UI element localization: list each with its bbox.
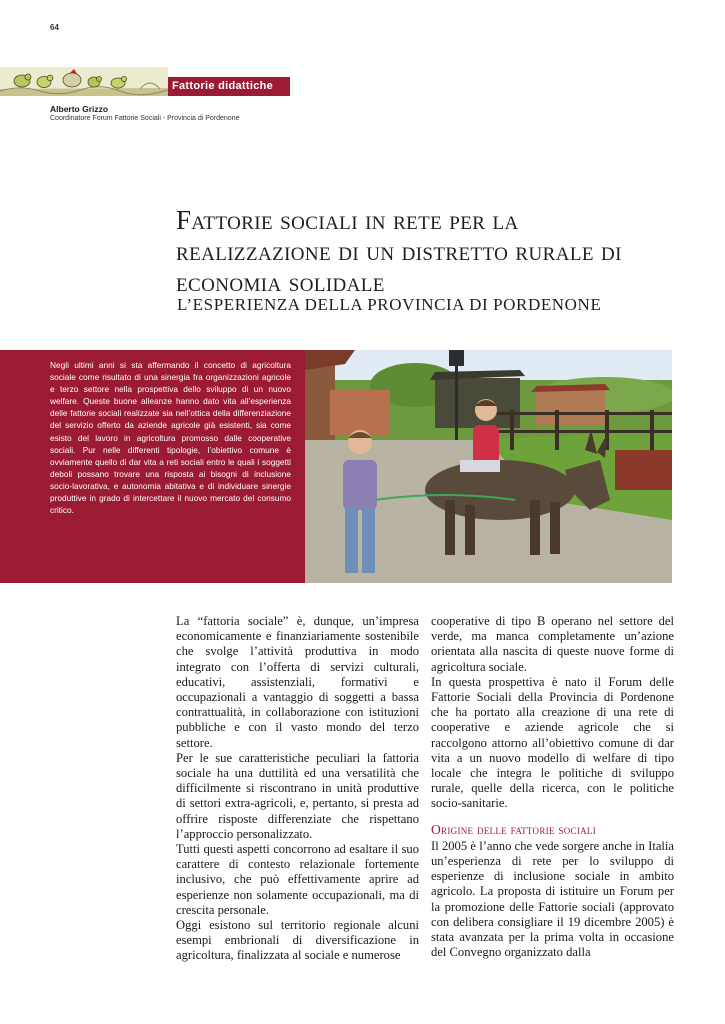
farm-illustration-icon — [0, 67, 168, 96]
body-paragraph: Il 2005 è l’anno che vede sorgere anche in Italia un’esperienza di rete per lo sviluppo di esperienze di inclusione sociale in ambito agricolo. La proposta di istituire un Forum per la promozione delle Fattorie sociali (approvato con delibera consigliare il 19 dicembre 2005) è stata avanzata per la prima volta in occasione del Convegno organizzato dalla — [431, 838, 674, 960]
banner-illustration — [0, 67, 168, 96]
author-role: Coordinatore Forum Fattorie Sociali - Provincia di Pordenone — [50, 115, 240, 122]
article-title: Fattorie sociali in rete per la realizzazione di un distretto rurale di economia solidale — [176, 205, 622, 297]
left-column — [176, 614, 419, 964]
body-paragraph: La “fattoria sociale” è, dunque, un’impresa economicamente e finanziariamente sostenibile che svolge l’attività produttiva in modo integrato con l’offerta di servizi culturali, educativi, assistenziali, formativi e occupazionali a vantaggio di soggetti a bassa contrattualità, in collaborazione con istituzioni pubbliche e con il vasto mondo del terzo settore. — [176, 614, 419, 750]
intro-text: Negli ultimi anni si sta affermando il concetto di agricoltura sociale come risultato di una sinergia fra organizzazioni agricole e terzo settore nella prospettiva dello sviluppo di un nuovo welfare. Queste buone alleanze hanno dato vita all’esperienza delle fattorie sociali realizzate sia nell’ottica della differenziazione del servizio offerto da aziende agricole già esistenti, sia come esisto del lavoro in agricoltura promosso dalle cooperative sociali. Pur nelle differenti tipologie, l’obiettivo comune è ovviamente quello di dar vita a reti sociali entro le quali i soggetti deboli possano trovare una risposta ai bisogni di inclusione socio-lavorativa, e autonomia abitativa e di individuare sinergie produttive in grado di intercettare il nuovo mercato del consumo critico. — [50, 360, 291, 516]
body-paragraph: In questa prospettiva è nato il Forum delle Fattorie Sociali della Provincia di Pordenone che ha portato alla creazione di una rete di cooperative e aziende agricole che si raccolgono attorno all’obiettivo comune di dar vita a un nuovo modello di welfare di tipo locale che integra le politiche di sviluppo rurale, quelle della ricerca, con le politiche socio-sanitarie. — [431, 674, 674, 811]
intro-box — [0, 350, 305, 583]
page-number: 64 — [50, 23, 59, 32]
children-with-donkey-image — [305, 350, 672, 583]
body-paragraph: cooperative di tipo B operano nel settore del verde, ma manca completamente un’azione orientata alla nascita di queste nuove forme di agricoltura sociale. — [431, 614, 674, 674]
body-paragraph: Tutti questi aspetti concorrono ad esaltare il suo carattere di contesto relazionale fortemente inclusivo, che può effettivamente aprire ad esperienze non solamente occupazionali, ma di crescita personale. — [176, 842, 419, 917]
article-subtitle: L’ESPERIENZA DELLA PROVINCIA DI PORDENONE — [177, 295, 602, 314]
author-name: Alberto Grizzo — [50, 104, 109, 114]
donkey-photo — [305, 350, 672, 583]
section-label: Fattorie didattiche — [168, 77, 290, 96]
body-paragraph: Oggi esistono sul territorio regionale alcuni esempi embrionali di diversificazione in agricoltura, finalizzata al sociale e numerose — [176, 918, 419, 963]
section-heading: Origine delle fattorie sociali — [431, 821, 597, 837]
right-column — [431, 614, 674, 960]
body-paragraph: Per le sue caratteristiche peculiari la fattoria sociale ha una duttilità ed una versatilità che difficilmente si riscontrano in unità produttive di settori extra-agricoli, e, pertanto, si presta ad offrire risposte differenziate che rispettano l’approccio personalizzato. — [176, 750, 419, 841]
